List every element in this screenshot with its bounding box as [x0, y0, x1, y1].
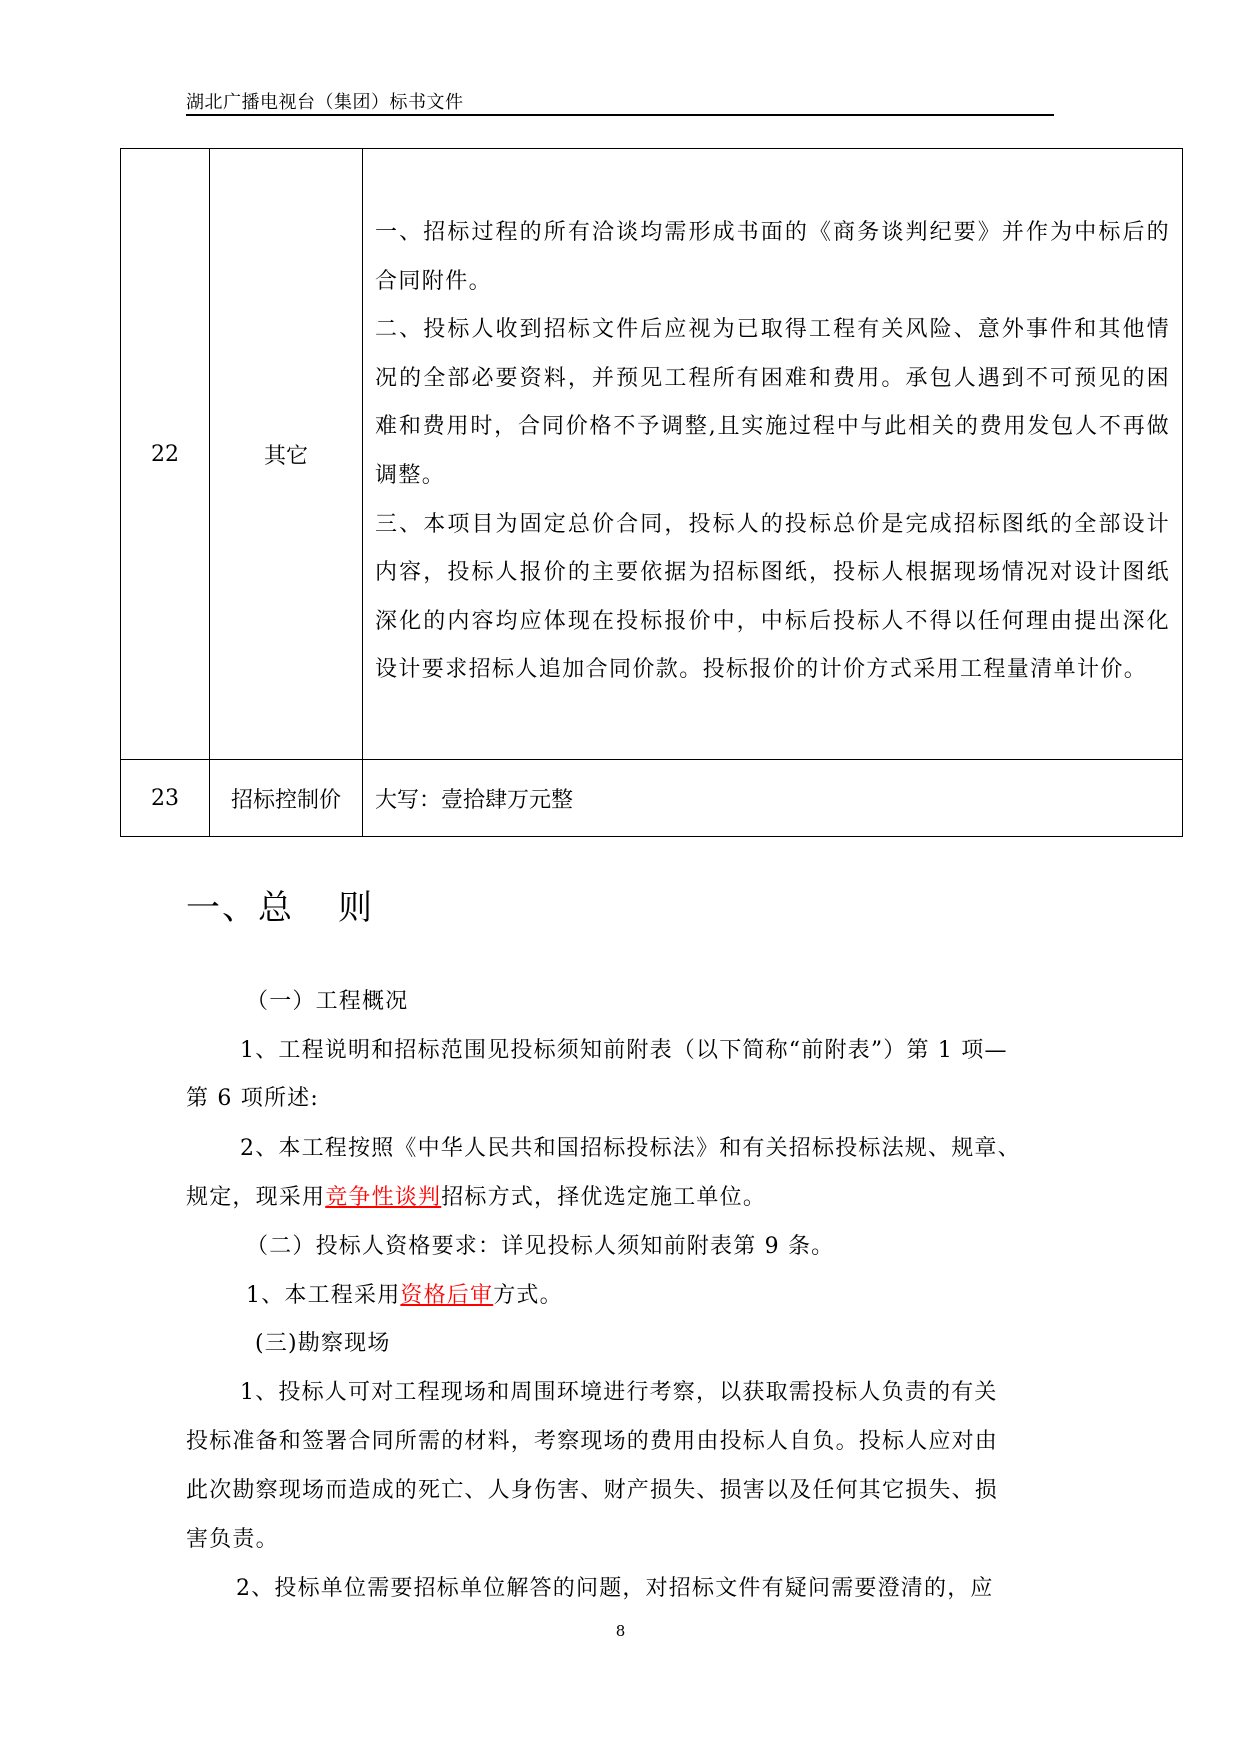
content-paragraph: 二、投标人收到招标文件后应视为已取得工程有关风险、意外事件和其他情况的全部必要资料，并预见工程所有困难和费用。承包人遇到不可预见的困难和费用时，合同价格不予调整,且实施过程中与此相关的费用发包人不再做调整。 [375, 317, 1170, 488]
section-number: 一、总 [186, 888, 294, 928]
body-text: 1、工程说明和招标范围见投标须知前附表（以下简称“前附表”）第 1 项— [240, 1038, 1008, 1063]
document-header: 湖北广播电视台（集团）标书文件 [186, 92, 464, 113]
body-text: 此次勘察现场而造成的死亡、人身伤害、财产损失、损害以及任何其它损失、损 [186, 1478, 999, 1503]
row-item: 其它 [210, 149, 363, 760]
table-row [121, 760, 1183, 837]
appendix-table [120, 148, 1183, 837]
page-number: 8 [615, 1622, 626, 1640]
text-run: 1、本工程采用 [246, 1283, 401, 1308]
body-text: 害负责。 [186, 1527, 279, 1552]
subheading: （一）工程概况 [246, 989, 409, 1014]
header-rule [186, 114, 1054, 116]
section-word: 则 [338, 888, 374, 928]
body-text: 第 6 项所述: [186, 1086, 319, 1111]
highlighted-term: 竞争性谈判 [325, 1185, 442, 1210]
content-paragraph: 一、招标过程的所有洽谈均需形成书面的《商务谈判纪要》并作为中标后的合同附件。 [375, 220, 1170, 294]
body-text [186, 1180, 1056, 1211]
text-run: 招标方式，择优选定施工单位。 [441, 1185, 767, 1210]
body-text: 2、投标单位需要招标单位解答的问题，对招标文件有疑问需要澄清的，应 [236, 1576, 994, 1601]
row-number: 22 [121, 149, 210, 760]
body-text [246, 1278, 1116, 1309]
text-run: 规定，现采用 [186, 1185, 326, 1210]
subheading: （二）投标人资格要求：详见投标人须知前附表第 9 条。 [246, 1234, 835, 1259]
content-paragraph: 三、本项目为固定总价合同，投标人的投标总价是完成招标图纸的全部设计内容，投标人报价的主要依据为招标图纸，投标人根据现场情况对设计图纸深化的内容均应体现在投标报价中，中标后投标人不得以任何理由提出深化设计要求招标人追加合同价款。投标报价的计价方式采用工程量清单计价。 [375, 511, 1170, 683]
row-content [363, 149, 1183, 760]
row-content: 大写：壹拾肆万元整 [363, 760, 1183, 837]
section-title [186, 880, 374, 929]
body-text: 2、本工程按照《中华人民共和国招标投标法》和有关招标投标法规、规章、 [240, 1136, 1021, 1161]
table-row [121, 149, 1183, 760]
body-text: 投标准备和签署合同所需的材料，考察现场的费用由投标人自负。投标人应对由 [186, 1429, 999, 1454]
text-run: 方式。 [493, 1283, 563, 1308]
row-number: 23 [121, 760, 210, 837]
row-item: 招标控制价 [210, 760, 363, 837]
subheading: (三)勘察现场 [255, 1331, 391, 1356]
body-text: 1、投标人可对工程现场和周围环境进行考察，以获取需投标人负责的有关 [240, 1380, 998, 1405]
highlighted-term: 资格后审 [400, 1283, 494, 1308]
